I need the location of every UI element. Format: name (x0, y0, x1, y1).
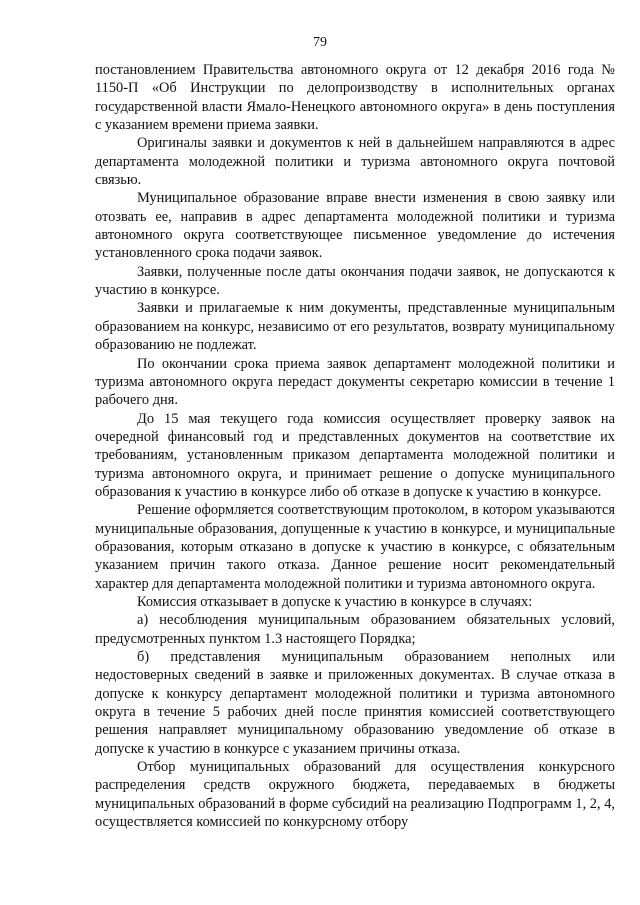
paragraph-8: Решение оформляется соответствующим протоколом, в котором указываются муниципальные образования, допущенные к участию в конкурсе, и муниципальные образования, которым отказано в допуске к участию в конкурсе, с обязательным указанием причин такого отказа. Данное решение носит рекомендательный характер для департамента молодежной политики и туризма автономного округа. (95, 502, 615, 592)
paragraph-1: постановлением Правительства автономного округа от 12 декабря 2016 года № 1150-П «Об Инструкции по делопроизводству в исполнительных органах государственной власти Ямало-Ненецкого автономного округа» в день поступления с указанием времени приема заявки. (95, 62, 615, 134)
document-body (95, 61, 615, 831)
paragraph-5: Заявки и прилагаемые к ним документы, представленные муниципальным образованием на конкурс, независимо от его результатов, возврату муниципальному образованию не подлежат. (95, 300, 615, 354)
paragraph-11: б) представления муниципальным образованием неполных или недостоверных сведений в заявке и приложенных документах. В случае отказа в допуске к конкурсу департамент молодежной политики и туризма автономного округа в течение 5 рабочих дней после принятия комиссией соответствующего решения направляет муниципальному образованию уведомление об отказе в допуске к участию в конкурсе с указанием причины отказа. (95, 649, 615, 757)
paragraph-6: По окончании срока приема заявок департамент молодежной политики и туризма автономного округа передаст документы секретарю комиссии в течение 1 рабочего дня. (95, 355, 615, 409)
paragraph-2: Оригиналы заявки и документов к ней в дальнейшем направляются в адрес департамента молодежной политики и туризма автономного округа почтовой связью. (95, 135, 615, 189)
paragraph-7: До 15 мая текущего года комиссия осуществляет проверку заявок на очередной финансовый год и представленных документов на соответствие их требованиям, установленным приказом департамента молодежной политики и туризма автономного округа, и принимает решение о допуске муниципального образования к участию в конкурсе либо об отказе в допуске к участию в конкурсе. (95, 410, 615, 500)
paragraph-12: Отбор муниципальных образований для осуществления конкурсного распределения средств окружного бюджета, передаваемых в бюджеты муниципальных образований в форме субсидий на реализацию Подпрограмм 1, 2, 4, осуществляется комиссией по конкурсному отбору (95, 759, 615, 831)
paragraph-10: а) несоблюдения муниципальным образованием обязательных условий, предусмотренных пунктом 1.3 настоящего Порядка; (95, 612, 615, 647)
paragraph-9: Комиссия отказывает в допуске к участию в конкурсе в случаях: (137, 593, 533, 610)
paragraph-3: Муниципальное образование вправе внести изменения в свою заявку или отозвать ее, направив в адрес департамента молодежной политики и туризма автономного округа соответствующее письменное уведомление до истечения установленного срока подачи заявок. (95, 190, 615, 262)
page-number: 79 (313, 35, 327, 50)
paragraph-4: Заявки, полученные после даты окончания подачи заявок, не допускаются к участию в конкурсе. (95, 263, 615, 299)
